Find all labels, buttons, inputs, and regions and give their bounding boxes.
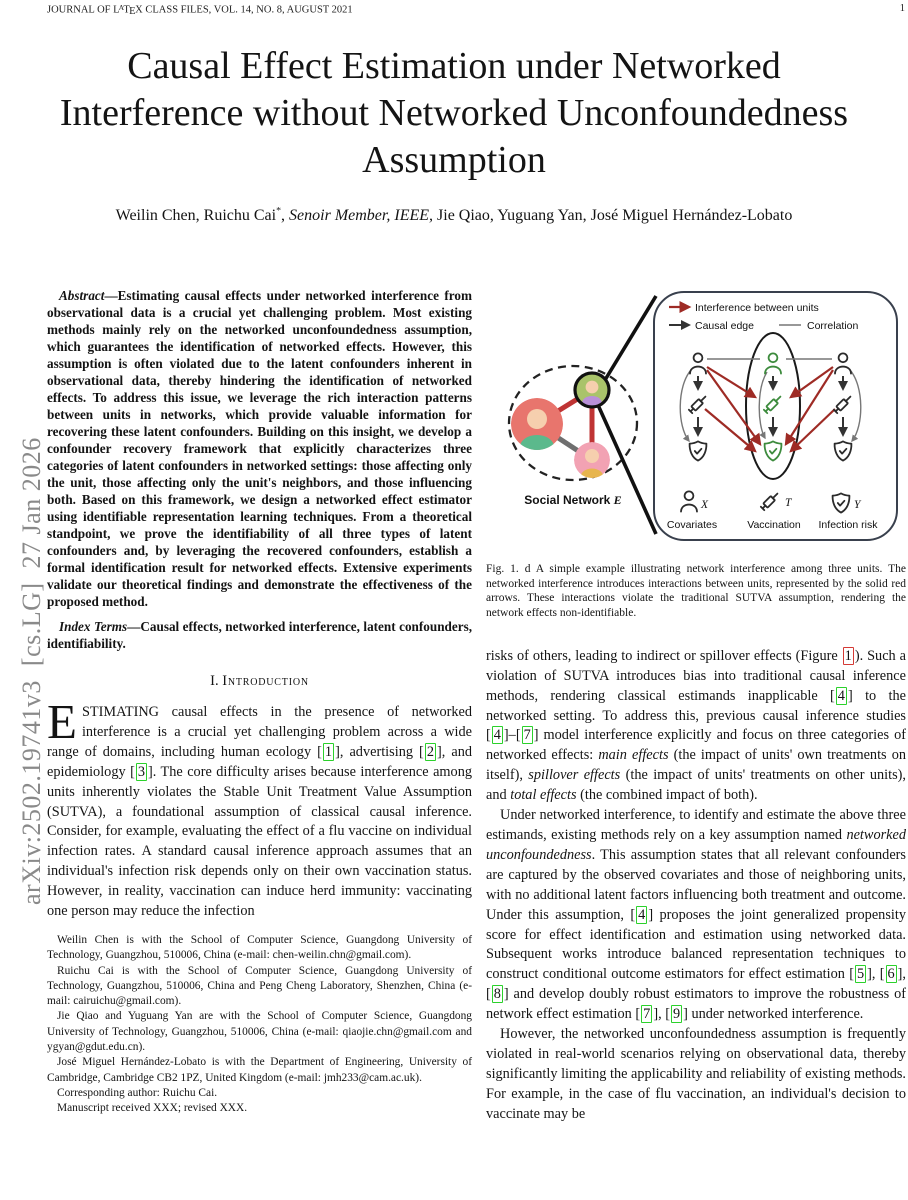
page-number: 1 [899,3,905,14]
figure-ref-link[interactable]: 1 [844,647,852,664]
footnote-paragraph: Ruichu Cai is with the School of Computer Science, Guangdong University of Technology, Guangzhou, 510006, China and Peng Cheng Laboratory, Shenzhen, China (e-mail: cairuichu@gmail.com). [47,964,472,1008]
vaccination-label: Vaccination [747,519,801,531]
text-segment: T [123,4,130,16]
text-segment: X CLASS FILES, VOL. 14, NO. 8, AUGUST 2021 [135,4,353,16]
social-network-illustration [509,296,656,534]
text-segment: JOURNAL OF L [47,4,120,16]
text-segment: A [118,3,125,12]
title-line: Assumption [362,139,546,181]
legend-interference-label: Interference between units [695,302,819,314]
avatar-large [511,398,563,459]
body-paragraph [486,806,906,1025]
section-heading-introduction [47,673,472,690]
arxiv-watermark-text: arXiv:2502.19741v3 [cs.LG] 27 Jan 2026 [17,437,46,905]
figure-1 [486,287,906,550]
covariates-label: Covariates [666,519,718,531]
body-paragraph [486,1025,906,1125]
text-segment: (the impact of units' own treatments on itself), [486,747,906,784]
text-segment: (the impact of units' treatments on other units), and [486,767,906,804]
text-segment: main effects [598,747,669,764]
var-x-label: X [701,499,709,511]
text-segment: —Causal effects, networked interference, latent confounders, identifiability. [47,619,472,651]
index-terms-paragraph [47,618,472,652]
citation-link[interactable]: 4 [638,906,646,923]
citation-link[interactable]: 7 [523,727,531,744]
text-segment: ] to the networked setting. To address this, previous causal inference studies [ [486,687,907,744]
text-segment: Abstract [59,288,105,303]
legend-correlation-label: Correlation [807,320,859,332]
text-segment: Index Terms [59,619,128,634]
legend-causal-label: Causal edge [695,320,754,332]
citation-link[interactable]: 4 [837,687,845,704]
citation-link[interactable]: 2 [426,743,434,760]
text-segment: (the combined impact of both). [576,787,758,804]
var-t-label: T [785,497,792,509]
text-segment: , [281,207,290,224]
footnote-paragraph: Weilin Chen is with the School of Computer Science, Guangdong University of Technology, Guangzhou, 510006, China (e-mail: chen-weilin.chn@gmail.com). [47,933,472,962]
infection-risk-label: Infection risk [818,519,878,531]
footnote-paragraph: Manuscript received XXX; revised XXX. [57,1102,248,1115]
text-segment: Jie Qiao, Yuguang Yan, José Miguel Hernández-Lobato [433,207,793,224]
text-segment: ], [ [867,966,885,983]
intro-paragraph [47,694,472,922]
citation-link[interactable]: 5 [856,966,865,983]
text-segment: ], advertising [ [335,743,424,760]
abstract-paragraph [47,287,472,610]
title-line: Interference without Networked Unconfoundedness [59,92,849,134]
text-segment: ] under networked interference. [683,1006,864,1023]
text-segment: ] proposes the joint generalized propensity score for effect identification and estimation using networked data. Subsequent works introduce balanced representation techniques to construct conditional outcome estimators for effect estimation [ [486,906,906,983]
citation-link[interactable]: 3 [137,763,145,780]
section-name: Introduction [222,673,309,689]
section-number: I. [210,673,219,689]
text-segment: networked unconfoundedness [486,826,906,863]
affiliation-footnotes [47,933,472,1117]
citation-link[interactable]: 7 [643,1006,651,1023]
text-segment: ], and epidemiology [ [47,743,472,780]
text-segment: ], [ [486,966,907,1003]
text-segment: spillover effects [528,767,621,784]
right-column [486,287,906,1125]
citation-link[interactable]: 9 [673,1006,681,1023]
text-segment: risks of others, leading to indirect or spillover effects (Figure [486,647,842,664]
drop-cap: E [47,694,77,749]
text-segment: ] model interference explicitly and focus on three categories of networked effects: [486,727,906,764]
text-segment: STIMATING causal effects in the presence of networked interference is a crucial yet challenging problem across a wide range of domains, including human ecology [ [47,704,472,760]
text-segment: ] and develop doubly robust estimators to improve the robustness of network effect estimation [ [486,986,906,1023]
text-segment: Weilin Chen, Ruichu Cai [115,207,277,224]
figure-1-caption: Fig. 1. d A simple example illustrating network interference among three units. The networked interference introduces interactions between units, represented by the solid red arrows. These interactions violate the traditional SUTVA assumption, rendering the network effects non-identifiable. [486,563,906,620]
text-segment: ], [ [653,1006,670,1023]
title-line: Causal Effect Estimation under Networked [127,45,781,87]
text-segment: —Estimating causal effects under networked interference from observational data is a crucial yet challenging problem. Most existing methods mainly rely on the networked unconfoundedness assumption, which guarantees the identification of networked effects. However, this assumption is often violated due to the latent confounders inherent in observational data, thereby hindering the identification of networked effects. To address this issue, we leverage the rich interaction patterns between units in networks, which provide valuable information for recovering these latent confounders. Building on this insight, we develop a confounder recovery framework that explicitly characterizes three categories of latent confounders in networked settings: those affecting only the unit, those affecting only the unit's neighbors, and those influencing both. Based on this framework, we design a networked effect estimator using identifiable representation learning techniques. From a theoretical standpoint, we prove the identifiability of all three types of latent confounders and, by leveraging the recovered confounders, establish a formal identification result for networked effects. Extensive experiments validate our theoretical findings and demonstrate the effectiveness of the proposed method. [47,288,472,609]
authors-line [30,207,878,225]
footnote-paragraph: Corresponding author: Ruichu Cai. [57,1086,218,1099]
body-paragraph [486,647,906,806]
footnote-paragraph: José Miguel Hernández-Lobato is with the Department of Engineering, University of Cambridge, Cambridge CB2 1PZ, United Kingdom (e-mail: jmh233@cam.ac.uk). [47,1056,472,1084]
footnote-paragraph: Jie Qiao and Yuguang Yan are with the School of Computer Science, Guangdong University of Technology, Guangzhou, 510006, China (e-mail: qiaojie.chn@gmail.com and ygyan@gdut.edu.cn). [47,1010,472,1054]
text-segment: total effects [510,787,577,804]
text-segment: ). Such a violation of SUTVA introduces bias into traditional causal inference methods, rendering classical estimands inapplicable [ [486,647,906,704]
paper-title [30,43,878,184]
social-network-label: Social Network E [524,493,622,507]
citation-link[interactable]: 6 [887,966,895,983]
citation-link[interactable]: 1 [324,743,333,760]
var-y-label: Y [854,499,861,511]
text-segment: However, the networked unconfoundedness assumption is frequently violated in real-world scenarios relying on observational data, thereby significantly limiting the applicability and reliability of existing methods. For example, in the case of flu vaccination, an individual's decision to vaccinate may be [486,1026,906,1122]
left-column [47,287,472,1125]
two-column-body [47,287,906,1125]
text-segment: . This assumption states that all relevant confounders are captured by the observed covariates and those of neighboring units, with no additional latent factors influencing both treatment and outcome. Under this assumption, [ [486,846,906,923]
text-segment: ]–[ [503,727,521,744]
intro-text [47,694,472,920]
callout-line [605,296,656,380]
avatar-pink [574,442,610,484]
running-header [47,3,905,17]
text-segment: * [276,205,282,217]
text-segment: Under networked interference, to identify and estimate the above three estimands, existing methods rely on a key assumption named [486,807,906,843]
journal-header [47,3,353,17]
text-segment: ]. The core difficulty arises because interference among units inherently violates the Stable Unit Treatment Value Assumption (SUTVA), a foundational assumption of classical causal inference. Consider, for example, evaluating the effect of a flu vaccine on individual infection rates. A standard causal inference approach assumes that an individual's infection risk depends only on their own vaccination status. However, in reality, vaccination can induce herd immunity: vaccinating one person may reduce the infection [47,763,472,920]
figure-1-graphic [486,287,906,545]
citation-link[interactable]: 8 [493,986,501,1003]
text-segment: Senoir Member, IEEE, [289,207,434,224]
citation-link[interactable]: 4 [493,727,501,744]
text-segment: E [129,6,136,18]
